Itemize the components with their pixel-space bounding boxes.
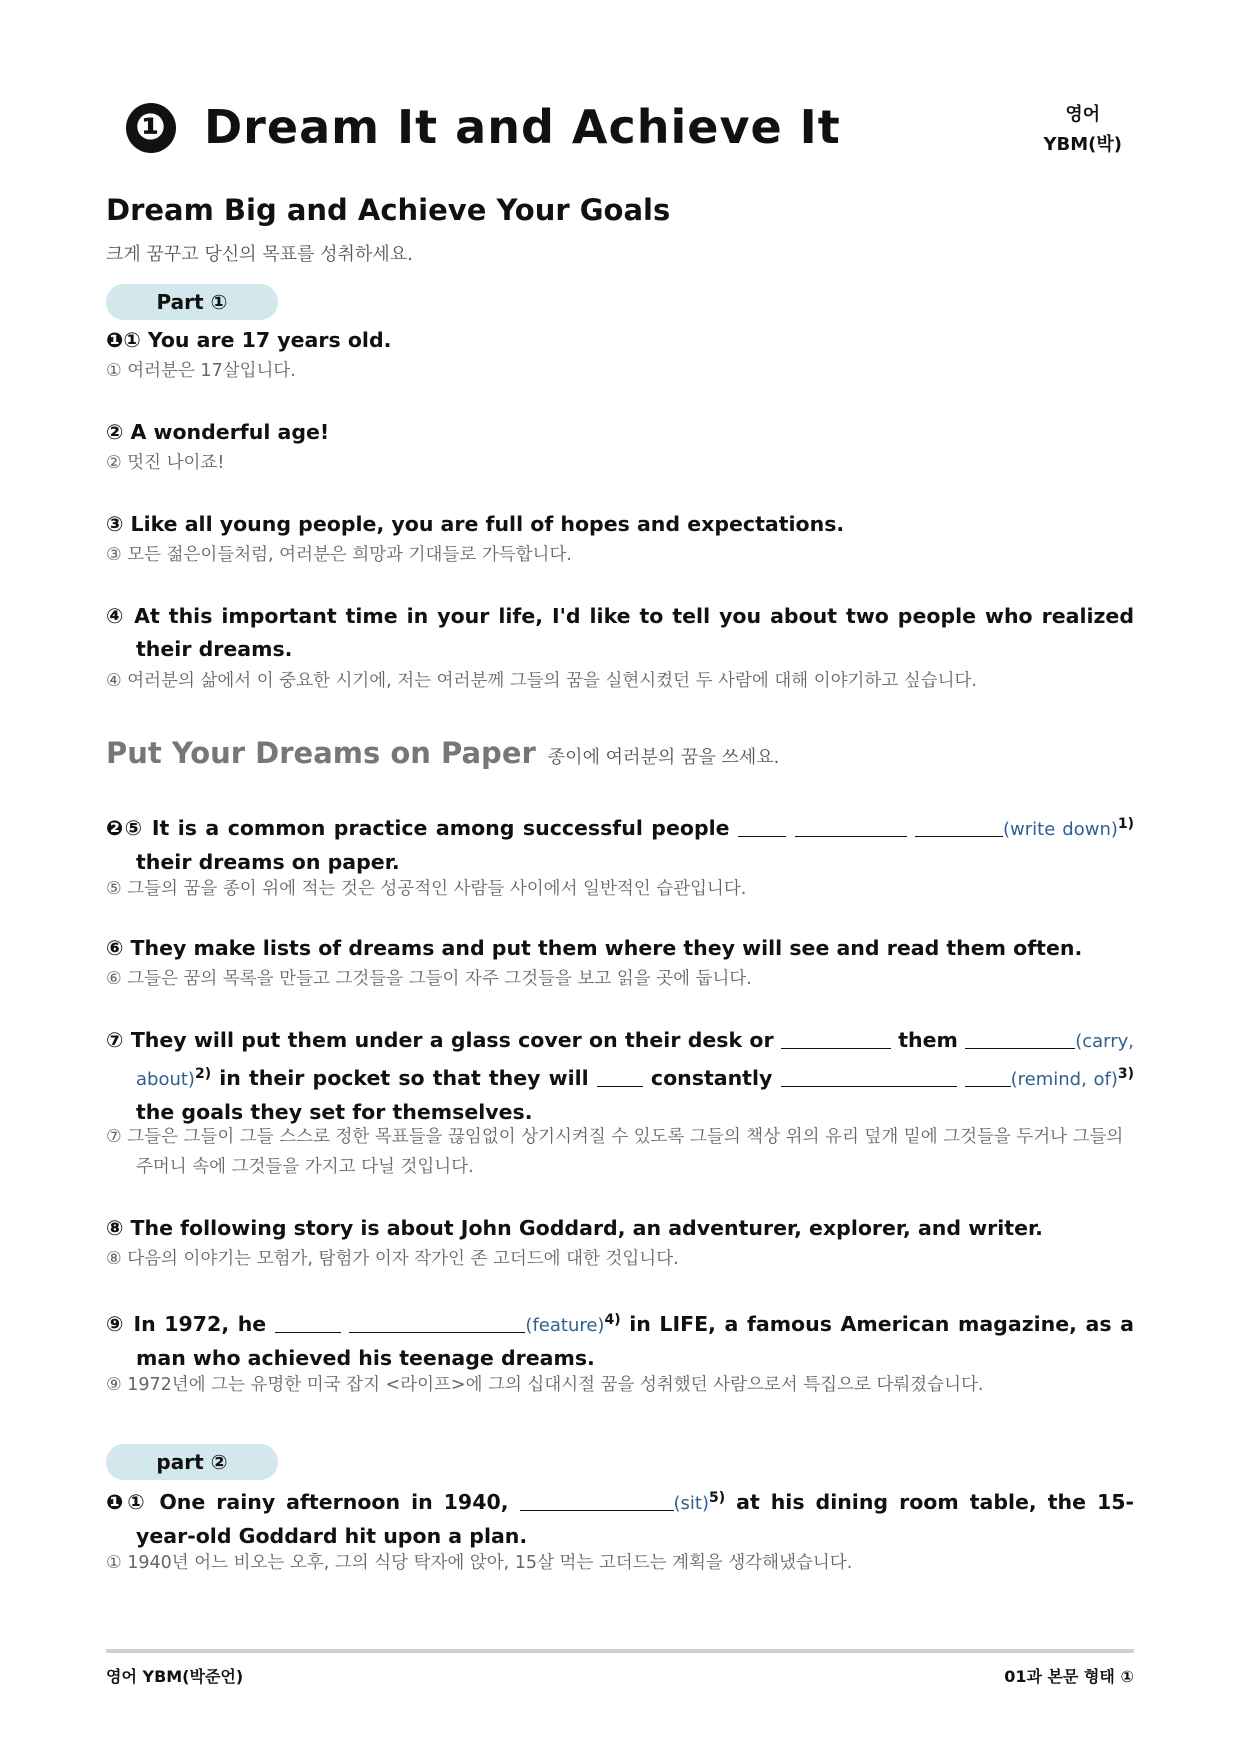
sentence-number: ③	[106, 512, 124, 536]
subject-name: 영어	[1065, 104, 1101, 125]
section-subtitle: 종이에 여러분의 꿈을 쓰세요.	[547, 747, 780, 768]
sentence-en	[106, 508, 1134, 541]
footnote-marker: 4)	[604, 1312, 621, 1328]
sentence-en	[106, 1212, 1134, 1245]
sentence-ko: ① 1940년 어느 비오는 오후, 그의 식당 탁자에 앉아, 15살 먹는 고더드는 계획을 생각해냈습니다.	[106, 1553, 853, 1573]
sentence-en	[106, 324, 1134, 357]
sentence-ko: ④ 여러분의 삶에서 이 중요한 시기에, 저는 여러분께 그들의 꿈을 실현시켰던 두 사람에 대해 이야기하고 싶습니다.	[106, 671, 977, 691]
sentence-number: ④	[106, 604, 126, 628]
sentence-ko: ⑦ 그들은 그들이 그들 스스로 정한 목표들을 끊임없이 상기시켜질 수 있도록 그들의 책상 위의 유리 덮개 밑에 그것들을 두거나 그들의 주머니 속에 그것들을 가지고 다닐 것입니다.	[106, 1127, 1124, 1177]
hint-text: (write down)	[1002, 819, 1118, 840]
hint-text: (remind, of)	[1010, 1069, 1118, 1090]
sentence-text: the goals they set for themselves.	[136, 1100, 533, 1124]
answer-blank[interactable]	[275, 1314, 341, 1333]
footer-left: 영어 YBM(박준언)	[106, 1667, 244, 1686]
hint-text: (carry, about)	[136, 1031, 1134, 1090]
answer-blank[interactable]	[795, 818, 907, 837]
section-title: Put Your Dreams on Paper	[106, 736, 536, 770]
sentence-text: constantly	[650, 1066, 773, 1090]
sentence-number: ❷⑤	[106, 816, 144, 840]
sentence-text: A wonderful age!	[130, 420, 330, 444]
sentence-en	[106, 1304, 1134, 1375]
sentence-en	[106, 600, 1134, 666]
sentence-ko: ⑤ 그들의 꿈을 종이 위에 적는 것은 성공적인 사람들 사이에서 일반적인 습관입니다.	[106, 879, 747, 899]
answer-blank[interactable]	[781, 1030, 891, 1049]
sentence-text: their dreams on paper.	[136, 850, 400, 874]
sentence-ko: ⑧ 다음의 이야기는 모험가, 탐험가 이자 작가인 존 고더드에 대한 것입니다.	[106, 1249, 679, 1269]
answer-blank[interactable]	[781, 1068, 957, 1087]
sentence-en	[106, 1024, 1134, 1129]
footnote-marker: 5)	[708, 1490, 726, 1506]
lesson-number-badge: ❶	[126, 103, 176, 153]
sentence-ko: ⑥ 그들은 꿈의 목록을 만들고 그것들을 그들이 자주 그것들을 보고 읽을 곳에 둡니다.	[106, 969, 752, 989]
footer-divider	[106, 1649, 1134, 1653]
sentence-text: The following story is about John Goddard, an adventurer, explorer, and writer.	[130, 1216, 1043, 1240]
answer-blank[interactable]	[965, 1030, 1075, 1049]
sentence-text: One rainy afternoon in 1940,	[159, 1490, 509, 1514]
sentence-number: ⑧	[106, 1216, 124, 1240]
answer-blank[interactable]	[915, 818, 1003, 837]
lesson-title-text: Dream It and Achieve It	[204, 100, 841, 154]
subject-label	[1043, 100, 1122, 160]
sentence-number: ②	[106, 420, 124, 444]
sentence-en	[106, 1482, 1134, 1553]
sentence-number: ⑨	[106, 1312, 125, 1336]
footnote-marker: 1)	[1117, 816, 1135, 832]
sentence-text: In 1972, he	[133, 1312, 267, 1336]
lesson-title	[126, 100, 841, 154]
sentence-number: ❶①	[106, 328, 141, 352]
answer-blank[interactable]	[349, 1314, 525, 1333]
hint-text: (feature)	[525, 1315, 605, 1336]
sentence-ko: ⑨ 1972년에 그는 유명한 미국 잡지 <라이프>에 그의 십대시절 꿈을 성취했던 사람으로서 특집으로 다뤄졌습니다.	[106, 1375, 984, 1395]
answer-blank[interactable]	[597, 1068, 643, 1087]
sentence-text: in their pocket so that they will	[219, 1066, 589, 1090]
sentence-text: in LIFE, a famous American magazine, as a man who achieved his teenage dreams.	[136, 1312, 1135, 1370]
footer-right: 01과 본문 형태 ①	[1004, 1667, 1134, 1686]
footnote-marker: 2)	[194, 1066, 212, 1082]
sentence-en	[106, 808, 1134, 879]
sentence-en	[106, 932, 1134, 965]
sentence-number: ⑦	[106, 1028, 124, 1052]
sentence-text: at his dining room table, the 15-year-old Goddard hit upon a plan.	[136, 1490, 1135, 1548]
sentence-number: ❶①	[106, 1490, 149, 1514]
sentence-ko: ③ 모든 젊은이들처럼, 여러분은 희망과 기대들로 가득합니다.	[106, 545, 572, 565]
sentence-ko: ① 여러분은 17살입니다.	[106, 361, 296, 381]
sentence-en	[106, 416, 1134, 449]
sentence-text: Like all young people, you are full of hopes and expectations.	[130, 512, 845, 536]
part-badge: part ②	[106, 1444, 278, 1480]
sentence-text: You are 17 years old.	[147, 328, 392, 352]
part-badge: Part ①	[106, 284, 278, 320]
answer-blank[interactable]	[738, 818, 786, 837]
sentence-number: ⑥	[106, 936, 124, 960]
answer-blank[interactable]	[520, 1492, 674, 1511]
section-subtitle: 크게 꿈꾸고 당신의 목표를 성취하세요.	[106, 244, 413, 265]
sentence-text: It is a common practice among successful people	[151, 816, 730, 840]
answer-blank[interactable]	[965, 1068, 1011, 1087]
hint-text: (sit)	[673, 1493, 709, 1514]
sentence-text: them	[898, 1028, 958, 1052]
sentence-ko: ② 멋진 나이죠!	[106, 453, 225, 473]
footnote-marker: 3)	[1117, 1066, 1135, 1082]
publisher-name: YBM(박)	[1043, 134, 1122, 155]
section-heading	[106, 736, 779, 770]
section-title: Dream Big and Achieve Your Goals	[106, 193, 671, 227]
sentence-text: At this important time in your life, I'd like to tell you about two people who realized their dreams.	[134, 604, 1135, 661]
sentence-text: They will put them under a glass cover on their desk or	[130, 1028, 774, 1052]
sentence-text: They make lists of dreams and put them where they will see and read them often.	[130, 936, 1083, 960]
